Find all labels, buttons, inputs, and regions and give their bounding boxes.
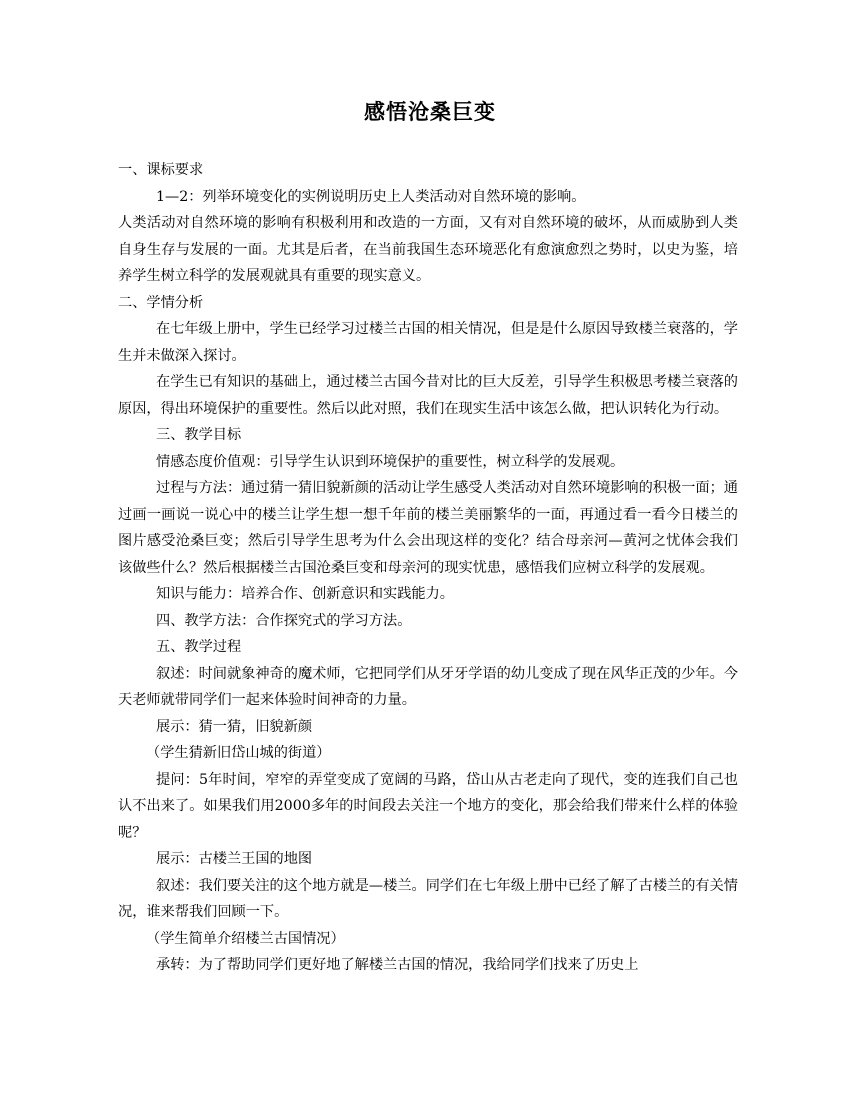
paragraph: 在七年级上册中，学生已经学习过楼兰古国的相关情况，但是是什么原因导致楼兰衰落的，学生并未做深入探讨。: [118, 321, 738, 364]
paragraph: 情感态度价值观：引导学生认识到环境保护的重要性，树立科学的发展观。: [156, 453, 625, 470]
paragraph: （学生猜新旧岱山城的街道）: [146, 745, 331, 761]
paragraph: 承转：为了帮助同学们更好地了解楼兰古国的情况，我给同学们找来了历史上: [156, 957, 639, 973]
paragraph: 人类活动对自然环境的影响有积极利用和改造的一方面，又有对自然环境的破坏，从而威胁到人类自身生存与发展的一面。尤其是后者，在当前我国生态环境恶化有愈演愈烈之势时，以史为鉴，培养学生树立科学的发展观就具有重要的现实意义。: [118, 215, 738, 284]
paragraph: 提问：5年时间，窄窄的弄堂变成了宽阔的马路，岱山从古老走向了现代，变的连我们自己也认不出来了。如果我们用2000多年的时间段去关注一个地方的变化，那会给我们带来什么样的体验呢？: [118, 771, 738, 841]
paragraph: 五、教学过程: [156, 639, 242, 655]
paragraph: 叙述：我们要关注的这个地方就是—楼兰。同学们在七年级上册中已经了解了古楼兰的有关情况，谁来帮我们回顾一下。: [118, 877, 738, 920]
paragraph: 在学生已有知识的基础上，通过楼兰古国今昔对比的巨大反差，引导学生积极思考楼兰衰落的原因，得出环境保护的重要性。然后以此对照，我们在现实生活中该怎么做，把认识转化为行动。: [118, 374, 738, 417]
paragraph: 展示：猜一猜，旧貌新颜: [156, 718, 313, 735]
paragraph: 1—2：列举环境变化的实例说明历史上人类活动对自然环境的影响。: [156, 188, 586, 205]
paragraph: 叙述：时间就象神奇的魔术师，它把同学们从牙牙学语的幼儿变成了现在风华正茂的少年。今天老师就带同学们一起来体验时间神奇的力量。: [118, 665, 738, 708]
paragraph: 过程与方法：通过猜一猜旧貌新颜的活动让学生感受人类活动对自然环境影响的积极一面；通过画一画说一说心中的楼兰让学生想一想千年前的楼兰美丽繁华的一面，再通过看一看今日楼兰的图片感受沧桑巨变；然后引导学生思考为什么会出现这样的变化？结合母亲河—黄河之忧体会我们该做些什么？然后根据楼兰古国沧桑巨变和母亲河的现实忧患，感悟我们应树立科学的发展观。: [118, 480, 738, 576]
paragraph: 知识与能力：培养合作、创新意识和实践能力。: [156, 586, 454, 602]
paragraph: （学生简单介绍楼兰古国情况）: [146, 930, 345, 947]
document-body: [118, 157, 738, 979]
paragraph: 三、教学目标: [156, 427, 242, 443]
paragraph: 二、学情分析: [118, 294, 204, 311]
paragraph: 展示：古楼兰王国的地图: [156, 851, 313, 867]
paragraph: 四、教学方法：合作探究式的学习方法。: [156, 612, 412, 629]
paragraph: 一、课标要求: [118, 162, 204, 178]
document-title: 感悟沧桑巨变: [364, 100, 496, 124]
